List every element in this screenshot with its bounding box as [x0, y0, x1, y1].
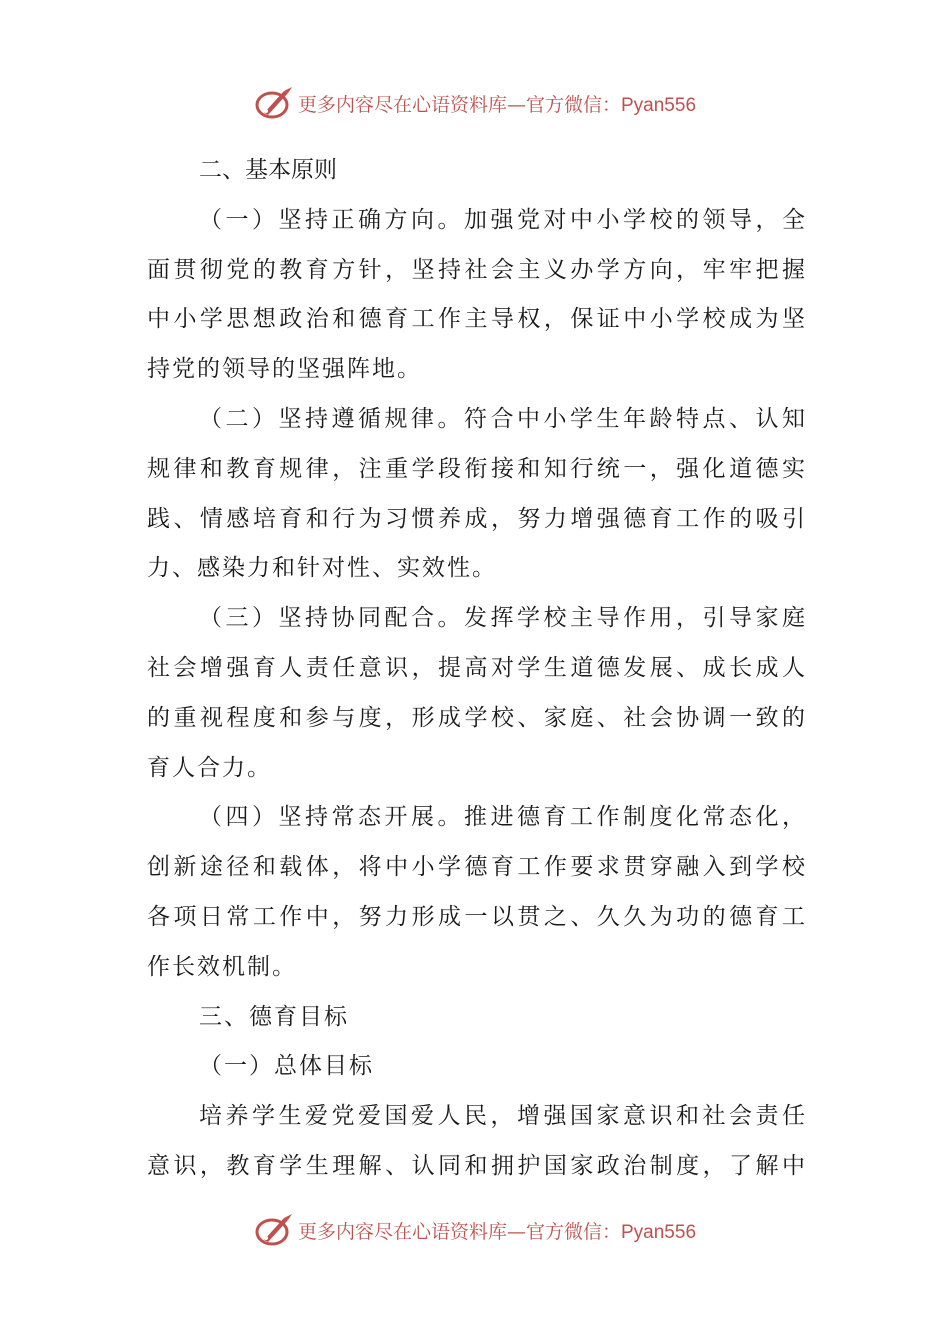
paragraph-line: 作长效机制。 — [147, 953, 297, 980]
section-heading: 三、德育目标 — [199, 1003, 349, 1030]
paragraph-line: 践、情感培育和行为习惯养成，努力增强德育工作的吸引 — [147, 505, 805, 532]
paragraph-line: 持党的领导的坚强阵地。 — [147, 356, 422, 383]
paragraph-line: 面贯彻党的教育方针，坚持社会主义办学方向，牢牢把握 — [147, 256, 805, 283]
quill-logo-icon — [254, 1212, 294, 1248]
subsection-heading: （一）总体目标 — [199, 1053, 374, 1080]
paragraph-line: 力、感染力和针对性、实效性。 — [147, 555, 497, 582]
paragraph-line: 各项日常工作中，努力形成一以贯之、久久为功的德育工 — [147, 903, 805, 930]
watermark-text: 更多内容尽在心语资料库—官方微信：Pyan556 — [297, 1220, 697, 1243]
paragraph-line: 创新途径和载体，将中小学德育工作要求贯穿融入到学校 — [147, 854, 805, 881]
paragraph-line: 中小学思想政治和德育工作主导权，保证中小学校成为坚 — [147, 306, 805, 333]
paragraph-line: （二）坚持遵循规律。符合中小学生年龄特点、认知 — [199, 405, 805, 432]
quill-logo-icon — [254, 85, 294, 121]
section-heading: 二、基本原则 — [199, 157, 337, 183]
footer-watermark — [0, 1210, 950, 1250]
paragraph-line: 社会增强育人责任意识，提高对学生道德发展、成长成人 — [147, 654, 805, 681]
paragraph-line: 培养学生爱党爱国爱人民，增强国家意识和社会责任 — [199, 1103, 805, 1130]
paragraph-line: 的重视程度和参与度，形成学校、家庭、社会协调一致的 — [147, 704, 805, 731]
paragraph-line: 规律和教育规律，注重学段衔接和知行统一，强化道德实 — [147, 455, 805, 482]
header-watermark — [0, 83, 950, 123]
paragraph-line: （四）坚持常态开展。推进德育工作制度化常态化， — [199, 804, 805, 831]
paragraph-line: （一）坚持正确方向。加强党对中小学校的领导，全 — [199, 206, 805, 233]
paragraph-line: 意识，教育学生理解、认同和拥护国家政治制度，了解中 — [147, 1152, 805, 1179]
watermark-text: 更多内容尽在心语资料库—官方微信：Pyan556 — [297, 93, 697, 116]
document-body — [147, 146, 805, 1192]
paragraph-line: （三）坚持协同配合。发挥学校主导作用，引导家庭 — [199, 605, 805, 632]
paragraph-line: 育人合力。 — [147, 754, 272, 781]
